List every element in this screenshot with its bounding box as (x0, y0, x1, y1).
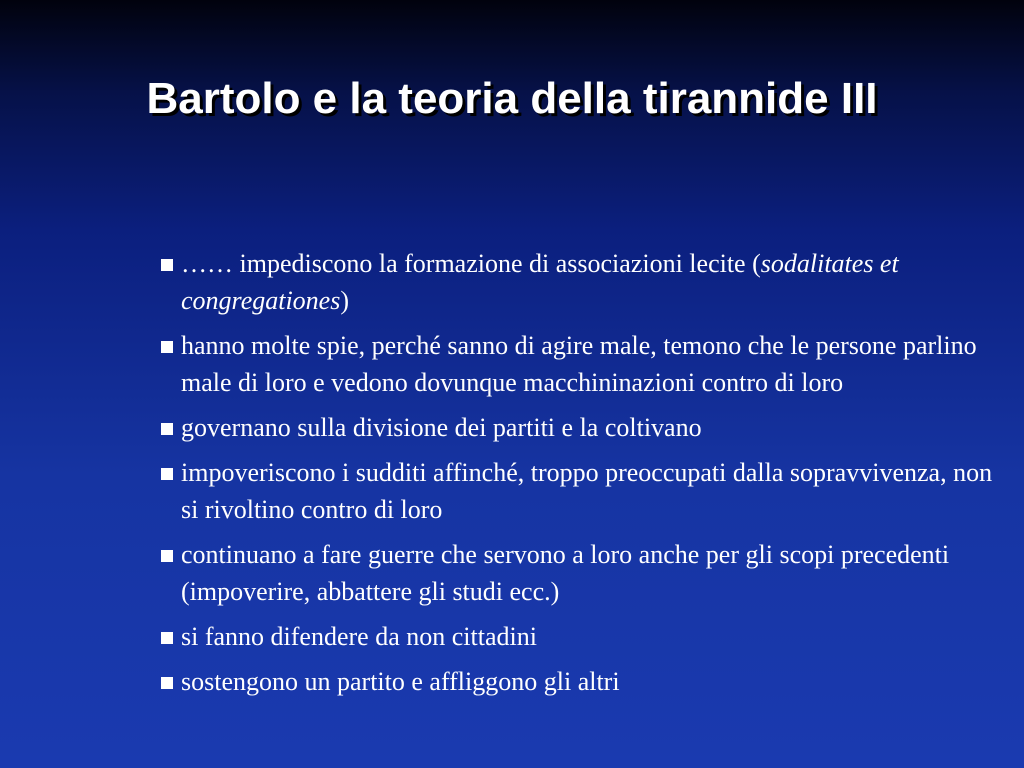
bullet-square-icon (153, 618, 181, 655)
bullet-item-1 (153, 245, 993, 319)
bullet-list (153, 245, 993, 708)
bullet-text-italic: sodalitates et congregationes (181, 249, 899, 315)
bullet-item-2 (153, 327, 993, 401)
bullet-item-6 (153, 618, 993, 655)
bullet-square-icon (153, 663, 181, 700)
bullet-item-3 (153, 409, 993, 446)
bullet-text: governano sulla divisione dei partiti e la coltivano (181, 413, 702, 442)
bullet-item-4 (153, 454, 993, 528)
bullet-text: si fanno difendere da non cittadini (181, 622, 537, 651)
bullet-text: continuano a fare guerre che servono a loro anche per gli scopi precedenti (impoverire, abbattere gli studi ecc.) (181, 540, 950, 606)
bullet-text-suffix: ) (340, 286, 350, 315)
bullet-square-icon (153, 327, 181, 364)
bullet-text-prefix: …… impediscono la formazione di associazioni lecite ( (181, 249, 761, 278)
bullet-item-5 (153, 536, 993, 610)
bullet-text (181, 245, 993, 319)
bullet-item-7 (153, 663, 993, 700)
slide-title: Bartolo e la teoria della tirannide III (146, 74, 878, 123)
bullet-square-icon (153, 245, 181, 282)
bullet-square-icon (153, 454, 181, 491)
bullet-text: sostengono un partito e affliggono gli altri (181, 667, 620, 696)
bullet-text: hanno molte spie, perché sanno di agire male, temono che le persone parlino male di loro e vedono dovunque macchininazioni contro di loro (181, 331, 977, 397)
bullet-text: impoveriscono i sudditi affinché, troppo preoccupati dalla sopravvivenza, non si rivoltino contro di loro (181, 458, 993, 524)
bullet-square-icon (153, 409, 181, 446)
bullet-square-icon (153, 536, 181, 573)
